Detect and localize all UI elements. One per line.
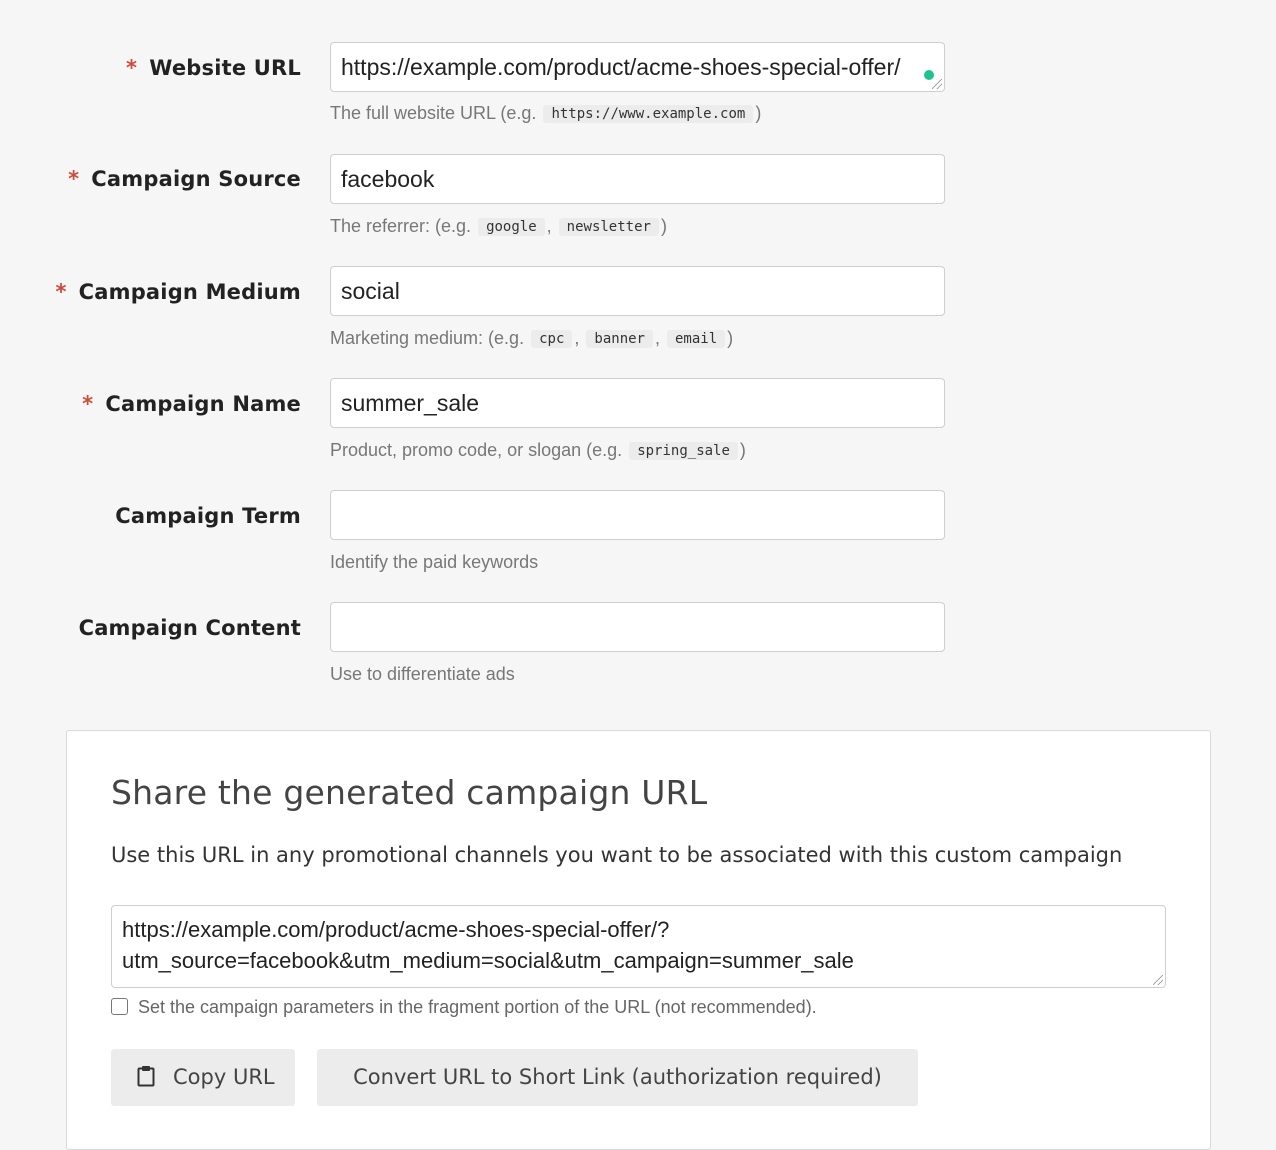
fragment-checkbox[interactable] bbox=[111, 998, 128, 1015]
campaign-source-input[interactable] bbox=[330, 154, 945, 204]
example-code: google bbox=[478, 218, 545, 236]
website-url-input[interactable] bbox=[330, 42, 945, 92]
example-code: newsletter bbox=[559, 218, 659, 236]
campaign-term-label: Campaign Term bbox=[115, 504, 301, 528]
campaign-name-help bbox=[330, 440, 746, 461]
campaign-name-label-text: Campaign Name bbox=[105, 392, 301, 416]
campaign-content-label: Campaign Content bbox=[78, 616, 301, 640]
website-url-label bbox=[126, 56, 301, 80]
campaign-medium-label bbox=[55, 280, 301, 304]
clipboard-icon bbox=[137, 1065, 155, 1087]
help-text: Marketing medium: (e.g. bbox=[330, 328, 525, 348]
website-url-help bbox=[330, 103, 761, 124]
share-panel-description: Use this URL in any promotional channels you want to be associated with this custom campaign bbox=[111, 843, 1123, 867]
required-asterisk: * bbox=[126, 56, 138, 80]
campaign-term-input[interactable] bbox=[330, 490, 945, 540]
convert-short-link-label: Convert URL to Short Link (authorization required) bbox=[353, 1065, 882, 1089]
campaign-medium-label-text: Campaign Medium bbox=[78, 280, 301, 304]
campaign-content-help: Use to differentiate ads bbox=[330, 664, 515, 684]
fragment-checkbox-label[interactable]: Set the campaign parameters in the fragment portion of the URL (not recommended). bbox=[138, 997, 817, 1017]
example-code: email bbox=[667, 330, 725, 348]
campaign-medium-value: social bbox=[341, 278, 400, 304]
help-suffix: ) bbox=[755, 103, 762, 123]
copy-url-button[interactable] bbox=[111, 1049, 295, 1106]
campaign-name-input[interactable] bbox=[330, 378, 945, 428]
example-code: https://www.example.com bbox=[543, 105, 753, 123]
required-asterisk: * bbox=[55, 280, 67, 304]
campaign-source-label bbox=[68, 167, 301, 191]
help-text: The full website URL (e.g. bbox=[330, 103, 537, 123]
generated-url-line-2: utm_source=facebook&utm_medium=social&utm_campaign=summer_sale bbox=[122, 948, 854, 973]
copy-url-label: Copy URL bbox=[173, 1065, 275, 1089]
convert-short-link-button[interactable] bbox=[317, 1049, 918, 1106]
campaign-source-label-text: Campaign Source bbox=[91, 167, 301, 191]
campaign-source-help: The referrer: (e.g. google , newsletter ) bbox=[330, 216, 667, 236]
campaign-medium-input[interactable] bbox=[330, 266, 945, 316]
generated-url-line-1: https://example.com/product/acme-shoes-special-offer/? bbox=[122, 917, 670, 942]
required-asterisk: * bbox=[68, 167, 80, 191]
campaign-content-input[interactable] bbox=[330, 602, 945, 652]
example-code: banner bbox=[586, 330, 653, 348]
example-code: spring_sale bbox=[629, 442, 738, 460]
share-panel-title: Share the generated campaign URL bbox=[111, 773, 708, 812]
generated-url-textarea[interactable] bbox=[111, 905, 1166, 988]
help-suffix: ) bbox=[660, 216, 667, 236]
help-suffix: ) bbox=[727, 328, 734, 348]
campaign-name-value: summer_sale bbox=[341, 390, 480, 416]
help-text: The referrer: (e.g. bbox=[330, 216, 472, 236]
share-panel bbox=[66, 730, 1211, 1150]
campaign-source-value: facebook bbox=[341, 166, 435, 192]
resize-handle-icon[interactable] bbox=[1153, 975, 1163, 985]
website-url-label-text: Website URL bbox=[149, 56, 301, 80]
fragment-option bbox=[111, 997, 817, 1018]
help-text: Product, promo code, or slogan (e.g. bbox=[330, 440, 623, 460]
campaign-medium-help: Marketing medium: (e.g. cpc , banner , email ) bbox=[330, 328, 734, 348]
example-code: cpc bbox=[531, 330, 572, 348]
required-asterisk: * bbox=[82, 392, 94, 416]
help-suffix: ) bbox=[739, 440, 746, 460]
resize-handle-icon[interactable] bbox=[932, 79, 942, 89]
campaign-name-label bbox=[82, 392, 301, 416]
campaign-term-help: Identify the paid keywords bbox=[330, 552, 539, 572]
website-url-value: https://example.com/product/acme-shoes-special-offer/ bbox=[341, 54, 901, 80]
